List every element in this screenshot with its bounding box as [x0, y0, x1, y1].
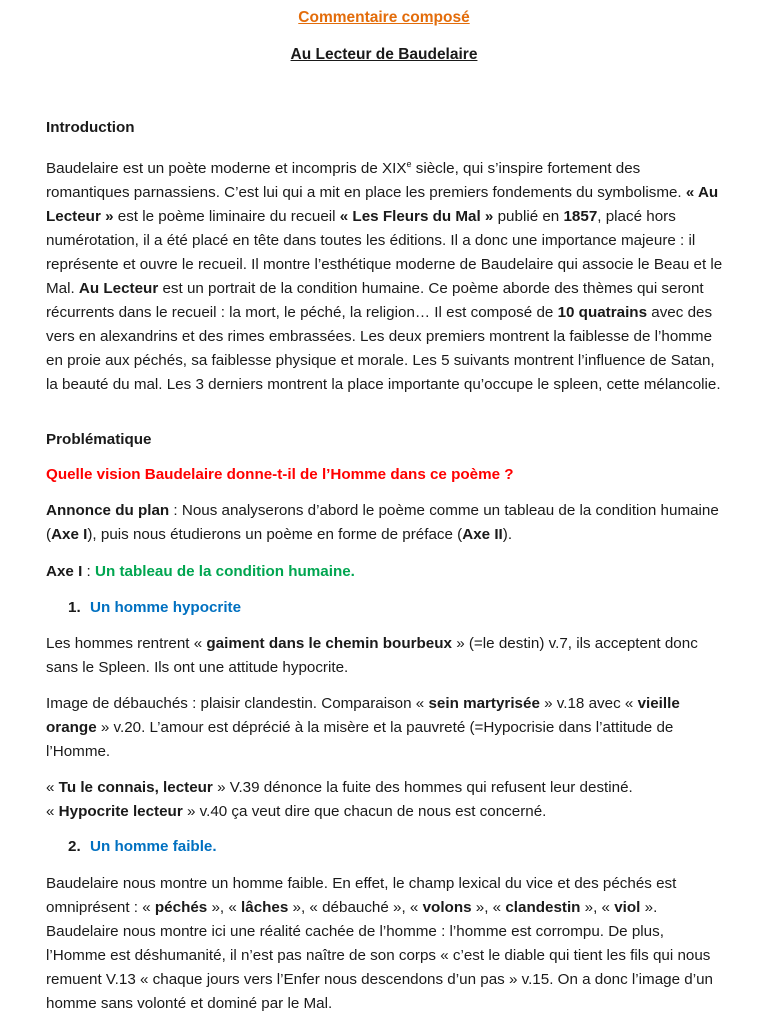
s2p1-text-3: », « débauché », « [288, 899, 423, 916]
section2-heading [68, 835, 748, 859]
plan-text-3: ). [502, 526, 513, 543]
s2p1-bold-5: viol [614, 899, 641, 916]
problematique-heading: Problématique [46, 431, 152, 448]
introduction-paragraph [46, 152, 726, 397]
intro-text-3: est le poème liminaire du recueil [113, 208, 340, 226]
plan-axe-2: Axe II [462, 526, 503, 543]
s1p3-text-3: « [46, 803, 59, 820]
intro-text-7: avec des vers en alexandrins et des rimes embrassées. Les deux premiers montrent la faiblesse de l’homme en proie aux péchés, sa faiblesse physique et morale. Les 5 suivants montrent l’influence de Satan, la beauté du mal. Les 3 derniers montrent la place importante qu’occupe le spleen, cette mélancolie. [46, 304, 721, 394]
s1p3-bold-1: Tu le connais, lecteur [58, 779, 213, 796]
plan-text-2: ), puis nous étudierons un poème en forme de préface ( [87, 526, 463, 543]
section2-paragraph-1 [46, 872, 726, 1016]
s2p1-bold-2: lâches [241, 899, 289, 916]
intro-bold-quatrains: 10 quatrains [557, 304, 648, 322]
s2p1-bold-1: péchés [154, 899, 208, 916]
s1p3-text-1: « [46, 779, 59, 796]
problematique-question: Quelle vision Baudelaire donne-t-il de l’Homme dans ce poème ? [46, 466, 514, 483]
intro-text-5: , placé hors numérotation, il a été placé en tête dans toutes les éditions. Il a donc une importance majeure : il représente et ouvre le recueil. Il montre l’esthétique moderne de Baudelaire qui associe le Beau et le Mal. [46, 208, 723, 298]
section2-number: 2. [68, 838, 81, 855]
s1p2-bold-1: sein martyrisée [428, 695, 540, 712]
axe1-separator: : [82, 563, 95, 580]
section2-title: Un homme faible. [90, 838, 217, 855]
s1p2-text-2: » v.18 avec « [539, 695, 638, 712]
document-title: Commentaire composé [298, 9, 470, 26]
intro-text-6: est un portrait de la condition humaine. Ce poème aborde des thèmes qui seront récurrents dans le recueil : la mort, le péché, la religion… Il est composé de [46, 280, 704, 322]
s1p2-text-3: » v.20. L’amour est déprécié à la misère et la pauvreté (=Hypocrisie dans l’attitude de l’Homme. [46, 719, 674, 760]
axe1-label: Axe I [46, 563, 83, 580]
plan-paragraph [46, 499, 726, 547]
s2p1-bold-3: volons [422, 899, 472, 916]
section1-number: 1. [68, 599, 81, 616]
s1p1-text-1: Les hommes rentrent « [46, 635, 207, 652]
s1p1-bold-1: gaiment dans le chemin bourbeux [206, 635, 452, 652]
s1p3-bold-2: Hypocrite lecteur [58, 803, 183, 820]
s1p1-text-2: » (=le destin) v.7, ils acceptent donc sans le Spleen. Ils ont une attitude hypocrite. [46, 635, 698, 676]
intro-bold-fleurs-du-mal: « Les Fleurs du Mal » [339, 208, 494, 226]
axe1-title: Un tableau de la condition humaine. [94, 563, 355, 580]
plan-text-1: : Nous analyserons d’abord le poème comme un tableau de la condition humaine ( [46, 502, 719, 543]
s1p3-text-2: » V.39 dénonce la fuite des hommes qui refusent leur destiné. [212, 779, 633, 796]
document-subtitle: Au Lecteur de Baudelaire [290, 46, 478, 63]
section1-paragraph-1 [46, 632, 726, 680]
introduction-heading: Introduction [46, 119, 135, 136]
s2p1-text-6: ». Baudelaire nous montre ici une réalité cachée de l’homme : l’homme est corrompu. De plus, l’Homme est déshumanité, il n’est pas naître de son corps « c’est le diable qui tient les fils qui nous remuent V.13 « chaque jours vers l’Enfer nous descendons d’un pas » v.15. On a donc l’image d’un homme sans volonté et dominé par le Mal. [46, 899, 713, 1012]
plan-label: Annonce du plan [46, 502, 170, 519]
section1-paragraph-2 [46, 692, 726, 764]
s1p2-bold-2: vieille orange [46, 695, 680, 736]
s2p1-text-5: », « [580, 899, 615, 916]
s1p2-text-1: Image de débauchés : plaisir clandestin. Comparaison « [46, 695, 429, 712]
s2p1-text-4: », « [471, 899, 506, 916]
s2p1-text-2: », « [207, 899, 242, 916]
plan-axe-1: Axe I [51, 526, 88, 543]
intro-text-1: Baudelaire est un poète moderne et incompris de XIX [46, 160, 407, 178]
s1p3-text-4: » v.40 ça veut dire que chacun de nous est concerné. [182, 803, 547, 820]
section1-heading [68, 596, 748, 620]
s2p1-bold-4: clandestin [505, 899, 581, 916]
s2p1-text-1: Baudelaire nous montre un homme faible. En effet, le champ lexical du vice et des péchés est omniprésent : « [46, 875, 677, 916]
intro-bold-au-lecteur-2: Au Lecteur [78, 280, 159, 298]
section1-paragraph-3 [46, 776, 726, 824]
intro-bold-au-lecteur: « Au Lecteur » [46, 184, 719, 226]
intro-text-2: siècle, qui s’inspire fortement des romantiques parnassiens. C’est lui qui a mit en place les premiers fondements du symbolisme. [46, 160, 686, 202]
intro-bold-year: 1857 [563, 208, 598, 226]
section1-title: Un homme hypocrite [90, 599, 242, 616]
axe1-heading [46, 560, 726, 584]
intro-text-4: publié en [493, 208, 564, 226]
intro-sup: e [406, 159, 412, 169]
